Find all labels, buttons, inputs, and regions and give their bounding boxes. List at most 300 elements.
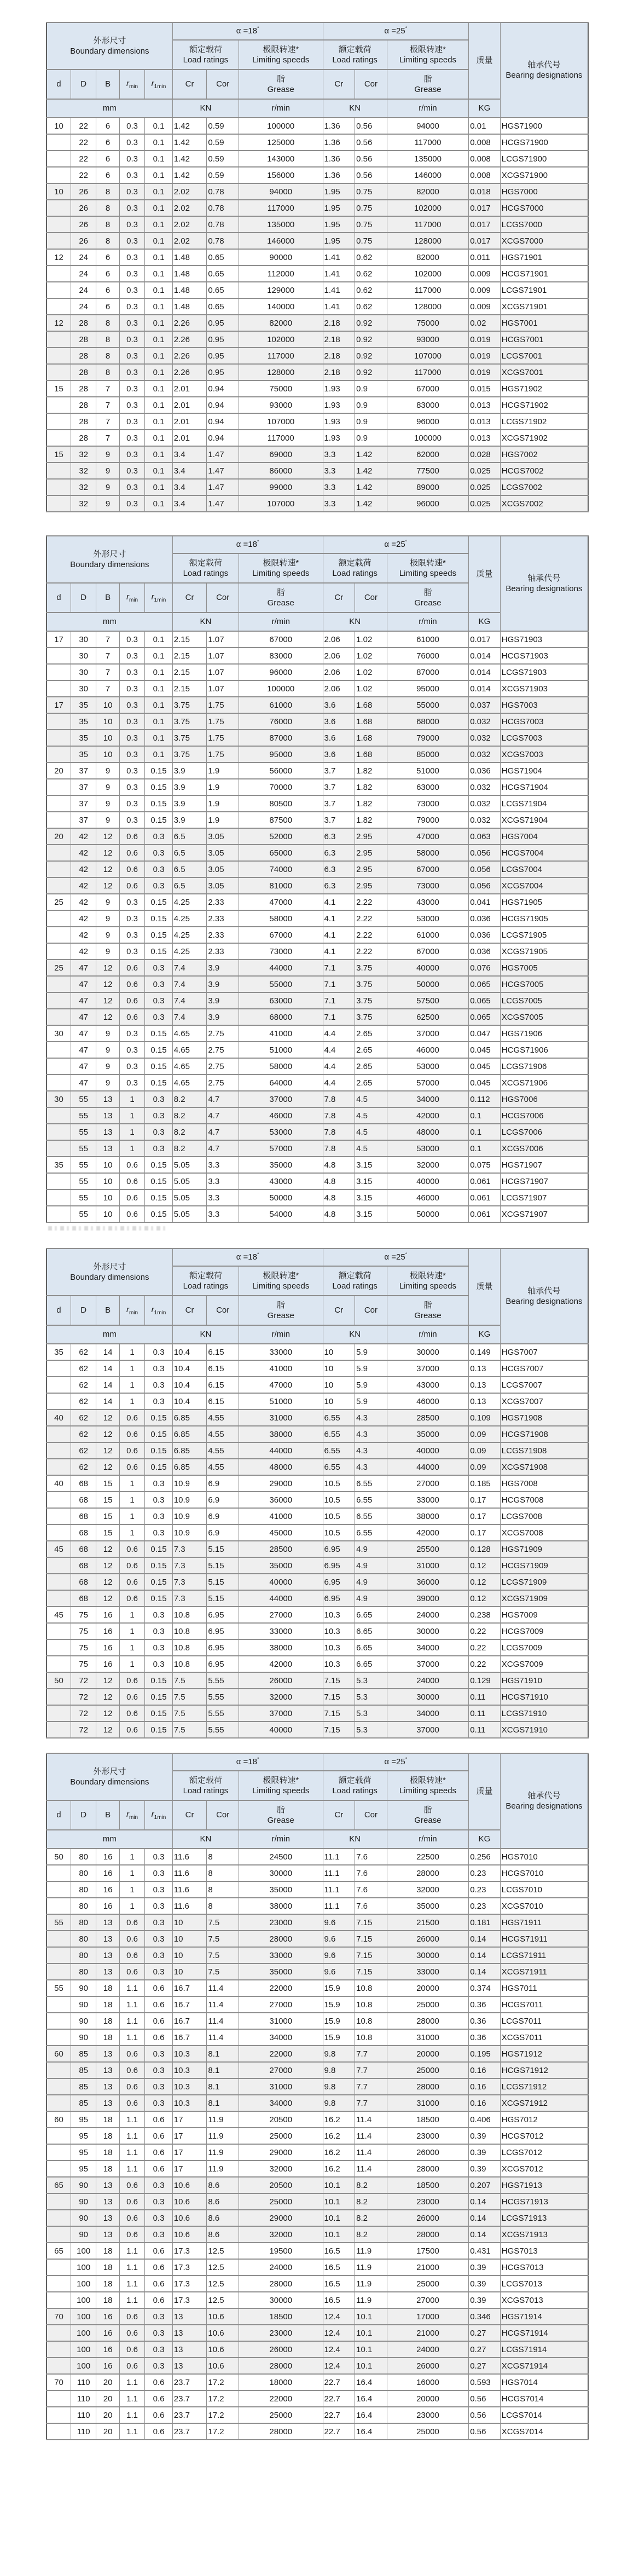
cell-mass: 0.14 [469,2210,501,2226]
cell-B: 13 [96,2193,119,2210]
bearing-designations-header [500,1249,588,1344]
cell-B: 10 [96,713,119,730]
cell-d [47,795,71,812]
cell-r1min: 0.3 [145,1091,173,1107]
cell-designation: XCGS71902 [500,430,588,446]
cell-cr-25: 10.1 [323,2210,355,2226]
cell-grease-25: 96000 [387,495,469,512]
cell-cr-25: 3.3 [323,479,355,495]
cell-cr-18: 4.65 [172,1058,207,1075]
cell-grease-25: 32000 [387,1881,469,1898]
cell-cor-18: 0.95 [207,331,239,348]
grease-en: Grease [414,1816,442,1825]
cell-designation: HGS7002 [500,446,588,463]
cell-mass: 0.13 [469,1360,501,1377]
table-row [47,894,588,910]
cell-cr-18: 7.4 [172,976,207,992]
cell-d: 10 [47,118,71,134]
cell-designation: LCGS7000 [500,216,588,233]
cell-cor-25: 11.4 [355,2111,387,2128]
cell-cr-18: 10.9 [172,1508,207,1524]
limiting-speeds-25-header [387,1771,469,1800]
cell-mass: 0.13 [469,1377,501,1393]
cell-r1min: 0.1 [145,134,173,151]
cell-d [47,495,71,512]
cell-d [47,216,71,233]
cell-D: 24 [71,298,96,315]
cell-D: 72 [71,1689,96,1705]
cell-rmin: 0.3 [119,315,144,331]
cell-B: 6 [96,151,119,167]
cell-cr-18: 2.15 [172,631,207,648]
cell-cr-25: 6.55 [323,1442,355,1459]
cell-grease-25: 20000 [387,1980,469,1996]
cell-grease-18: 30000 [239,1865,323,1881]
cell-designation: XCGS71913 [500,2226,588,2243]
cell-cr-25: 4.4 [323,1042,355,1058]
grease-en: Grease [267,1816,294,1825]
cell-d [47,2078,71,2095]
cell-grease-25: 89000 [387,479,469,495]
cell-r1min: 0.6 [145,2275,173,2292]
cell-cor-18: 2.75 [207,1042,239,1058]
cell-d: 25 [47,960,71,976]
cell-d: 30 [47,1091,71,1107]
cell-cr-18: 2.26 [172,348,207,364]
cell-r1min: 0.3 [145,1607,173,1623]
col-header-rmin [119,70,144,99]
cell-cor-25: 0.92 [355,348,387,364]
cell-grease-25: 27000 [387,1475,469,1492]
cell-rmin: 1.1 [119,2292,144,2308]
cell-cor-25: 0.92 [355,315,387,331]
col-header-D: D [71,583,96,613]
cell-rmin: 0.3 [119,380,144,397]
cell-designation: HGS71907 [500,1157,588,1173]
cell-grease-25: 128000 [387,298,469,315]
cell-d [47,1426,71,1442]
table-row [47,2210,588,2226]
cell-cor-18: 0.94 [207,380,239,397]
col-header-rmin [119,1800,144,1830]
cell-designation: XCGS7014 [500,2423,588,2440]
table-row [47,992,588,1009]
cell-grease-18: 22000 [239,2046,323,2062]
cell-grease-18: 23000 [239,1914,323,1931]
table-body [47,118,588,512]
cell-mass: 0.14 [469,1931,501,1947]
cell-rmin: 0.6 [119,976,144,992]
cell-d: 20 [47,763,71,779]
cell-rmin: 0.3 [119,430,144,446]
cell-r1min: 0.3 [145,1881,173,1898]
cell-D: 35 [71,697,96,713]
cell-r1min: 0.3 [145,1140,173,1157]
table-row [47,910,588,927]
cell-cr-25: 10.5 [323,1475,355,1492]
cell-r1min: 0.15 [145,1025,173,1042]
cell-cor-18: 10.6 [207,2341,239,2358]
cell-grease-25: 28500 [387,1410,469,1426]
col-header-cr-18: Cr [172,583,207,613]
cell-rmin: 0.3 [119,631,144,648]
cell-mass: 0.032 [469,713,501,730]
table-row [47,1042,588,1058]
cell-D: 90 [71,1996,96,2013]
cell-d: 35 [47,1157,71,1173]
cell-grease-25: 37000 [387,1722,469,1738]
cell-cor-25: 11.4 [355,2128,387,2144]
cell-cor-18: 7.5 [207,1914,239,1931]
cell-designation: XCGS7011 [500,2029,588,2046]
cell-grease-25: 17000 [387,2308,469,2325]
cell-cr-18: 11.6 [172,1849,207,1865]
cell-r1min: 0.6 [145,2259,173,2275]
cell-grease-18: 100000 [239,680,323,697]
cell-grease-18: 28500 [239,1541,323,1557]
cell-cor-25: 16.4 [355,2423,387,2440]
cell-rmin: 0.6 [119,1157,144,1173]
cell-designation: HCGS7000 [500,200,588,216]
cell-cr-25: 3.7 [323,812,355,828]
cell-cor-18: 11.9 [207,2111,239,2128]
cell-cr-18: 2.02 [172,200,207,216]
col-header-cor-18: Cor [207,70,239,99]
boundary-dimensions-en: Boundary dimensions [70,1273,149,1282]
cell-cr-18: 6.85 [172,1442,207,1459]
cell-grease-25: 47000 [387,828,469,845]
cell-grease-18: 35000 [239,1557,323,1574]
cell-r1min: 0.15 [145,1442,173,1459]
cell-cr-25: 11.1 [323,1898,355,1914]
cell-mass: 0.195 [469,2046,501,2062]
cell-grease-25: 85000 [387,746,469,763]
cell-cr-18: 1.48 [172,282,207,298]
cell-grease-18: 35000 [239,1963,323,1980]
cell-cor-18: 5.55 [207,1705,239,1722]
cell-cor-18: 8.1 [207,2095,239,2111]
cell-cor-25: 2.95 [355,861,387,877]
cell-D: 35 [71,746,96,763]
cell-cor-25: 6.65 [355,1656,387,1672]
cell-cor-25: 1.02 [355,648,387,664]
cell-grease-18: 38000 [239,1898,323,1914]
cell-grease-18: 27000 [239,1996,323,2013]
cell-cr-18: 10.9 [172,1475,207,1492]
cell-cor-18: 12.5 [207,2275,239,2292]
cell-D: 100 [71,2341,96,2358]
cell-cr-25: 10 [323,1344,355,1360]
cell-mass: 0.09 [469,1426,501,1442]
cell-D: 75 [71,1607,96,1623]
alpha-18-header [172,536,323,553]
cell-cr-25: 16.2 [323,2111,355,2128]
cell-D: 35 [71,730,96,746]
cell-rmin: 0.6 [119,2226,144,2243]
cell-grease-18: 68000 [239,1009,323,1025]
alpha-25-label: α =25 [384,1252,405,1262]
cell-rmin: 0.3 [119,446,144,463]
cell-D: 37 [71,795,96,812]
cell-grease-18: 56000 [239,763,323,779]
unit-mm: mm [47,99,172,118]
cell-mass: 0.22 [469,1656,501,1672]
cell-B: 6 [96,298,119,315]
cell-cor-25: 11.9 [355,2259,387,2275]
cell-cr-25: 15.9 [323,1980,355,1996]
cell-grease-25: 30000 [387,1689,469,1705]
cell-grease-25: 117000 [387,282,469,298]
cell-designation: HGS71911 [500,1914,588,1931]
cell-D: 47 [71,1058,96,1075]
cell-D: 32 [71,479,96,495]
cell-mass: 0.061 [469,1206,501,1222]
cell-cr-25: 2.06 [323,680,355,697]
cell-cr-25: 1.95 [323,183,355,200]
cell-r1min: 0.6 [145,2111,173,2128]
col-header-B: B [96,583,119,613]
cell-designation: HCGS7013 [500,2259,588,2275]
cell-grease-25: 42000 [387,1524,469,1541]
cell-cor-18: 7.5 [207,1963,239,1980]
cell-r1min: 0.1 [145,380,173,397]
cell-B: 18 [96,2292,119,2308]
limiting-speeds-25-header [387,553,469,583]
cell-cr-18: 2.02 [172,216,207,233]
cell-B: 20 [96,2423,119,2440]
cell-cr-25: 15.9 [323,2029,355,2046]
cell-cr-18: 10 [172,1914,207,1931]
cell-r1min: 0.1 [145,298,173,315]
cell-rmin: 0.6 [119,1574,144,1590]
cell-grease-25: 24000 [387,1607,469,1623]
cell-grease-25: 23000 [387,2128,469,2144]
grease-cn: 脂 [276,587,285,597]
cell-cor-18: 5.15 [207,1590,239,1607]
table-row [47,1849,588,1865]
cell-d [47,1459,71,1475]
cell-r1min: 0.1 [145,746,173,763]
cell-grease-18: 75000 [239,380,323,397]
cell-cor-18: 6.9 [207,1524,239,1541]
cell-mass: 0.017 [469,233,501,249]
cell-grease-18: 80500 [239,795,323,812]
cell-designation: LCGS71901 [500,282,588,298]
cell-grease-18: 35000 [239,1157,323,1173]
table-row [47,2325,588,2341]
cell-r1min: 0.15 [145,1042,173,1058]
cell-D: 47 [71,976,96,992]
cell-cr-18: 6.5 [172,877,207,894]
cell-cor-18: 6.15 [207,1344,239,1360]
cell-cr-25: 10.5 [323,1492,355,1508]
cell-cor-18: 2.75 [207,1058,239,1075]
unit-kg: KG [469,1325,501,1344]
cell-grease-25: 30000 [387,1947,469,1963]
cell-d [47,1189,71,1206]
cell-grease-25: 34000 [387,1705,469,1722]
table-row [47,495,588,512]
cell-grease-18: 32000 [239,2161,323,2177]
cell-B: 14 [96,1393,119,1410]
table-row [47,1607,588,1623]
cell-grease-25: 102000 [387,200,469,216]
cell-rmin: 0.3 [119,348,144,364]
unit-rmin-18: r/min [239,1325,323,1344]
cell-grease-25: 40000 [387,960,469,976]
cell-cr-18: 7.5 [172,1705,207,1722]
cell-mass: 0.028 [469,446,501,463]
cell-cor-18: 6.95 [207,1607,239,1623]
cell-cr-25: 4.1 [323,894,355,910]
cell-cr-25: 2.18 [323,315,355,331]
cell-designation: XCGS7005 [500,1009,588,1025]
cell-mass: 0.149 [469,1344,501,1360]
cell-B: 13 [96,2062,119,2078]
cell-cor-18: 11.4 [207,2013,239,2029]
cell-d [47,430,71,446]
cell-cr-25: 7.8 [323,1107,355,1124]
cell-cr-18: 7.5 [172,1672,207,1689]
table-row [47,2407,588,2423]
cell-grease-18: 48000 [239,1459,323,1475]
unit-rmin-18: r/min [239,1830,323,1849]
table-row [47,1980,588,1996]
cell-mass: 0.061 [469,1189,501,1206]
cell-r1min: 0.3 [145,845,173,861]
table-gap [46,1738,633,1753]
r-label: r [126,79,129,88]
cell-mass: 0.17 [469,1508,501,1524]
cell-cr-18: 3.9 [172,763,207,779]
cell-d [47,1898,71,1914]
cell-D: 95 [71,2161,96,2177]
cell-r1min: 0.6 [145,2374,173,2390]
cell-r1min: 0.15 [145,1590,173,1607]
cell-cor-18: 0.94 [207,413,239,430]
bearing-designations-cn: 轴承代号 [527,573,561,583]
cell-designation: LCGS71900 [500,151,588,167]
cell-mass: 0.11 [469,1705,501,1722]
cell-cor-25: 10.1 [355,2358,387,2374]
cell-mass: 0.39 [469,2161,501,2177]
cell-designation: XCGS7006 [500,1140,588,1157]
cell-B: 7 [96,397,119,413]
cell-cr-25: 3.3 [323,446,355,463]
cell-designation: HCGS7009 [500,1623,588,1639]
cell-grease-25: 25000 [387,2275,469,2292]
cell-designation: LCGS7008 [500,1508,588,1524]
cell-D: 72 [71,1672,96,1689]
cell-cr-25: 6.3 [323,877,355,894]
cell-grease-25: 28000 [387,2161,469,2177]
cell-cr-25: 22.7 [323,2390,355,2407]
cell-cr-18: 10.8 [172,1639,207,1656]
cell-r1min: 0.1 [145,648,173,664]
cell-designation: HGS7010 [500,1849,588,1865]
cell-cr-25: 1.41 [323,265,355,282]
cell-cr-25: 9.6 [323,1914,355,1931]
cell-cr-18: 16.7 [172,1980,207,1996]
cell-cr-18: 2.01 [172,380,207,397]
table-row [47,713,588,730]
cell-r1min: 0.3 [145,1931,173,1947]
alpha-25-header [323,1249,469,1266]
cell-r1min: 0.3 [145,1963,173,1980]
table-row [47,265,588,282]
bearing-table-2 [46,535,589,1223]
cell-designation: XCGS7012 [500,2161,588,2177]
cell-grease-18: 41000 [239,1025,323,1042]
table-row [47,479,588,495]
cell-rmin: 1 [119,1377,144,1393]
cell-cr-18: 4.25 [172,894,207,910]
cell-rmin: 1.1 [119,2161,144,2177]
cell-cor-18: 6.15 [207,1360,239,1377]
col-header-grease-25 [387,1296,469,1325]
cell-D: 37 [71,763,96,779]
cell-B: 10 [96,1157,119,1173]
cell-d [47,1508,71,1524]
cell-D: 28 [71,348,96,364]
cell-designation: LCGS71907 [500,1189,588,1206]
cell-cor-18: 10.6 [207,2308,239,2325]
cell-B: 13 [96,2226,119,2243]
cell-D: 24 [71,282,96,298]
cell-cor-18: 5.55 [207,1672,239,1689]
cell-mass: 0.013 [469,413,501,430]
cell-cor-25: 4.5 [355,1140,387,1157]
cell-cor-25: 4.5 [355,1091,387,1107]
cell-grease-18: 107000 [239,413,323,430]
cell-mass: 0.063 [469,828,501,845]
cell-designation: HCGS71907 [500,1173,588,1189]
cell-mass: 0.128 [469,1541,501,1557]
r-label: r [126,1810,129,1819]
cell-B: 13 [96,2177,119,2193]
cell-r1min: 0.3 [145,2062,173,2078]
cell-r1min: 0.6 [145,2423,173,2440]
cell-cr-18: 7.3 [172,1574,207,1590]
col-header-grease-18 [239,1296,323,1325]
cell-cor-25: 11.9 [355,2292,387,2308]
cell-cor-25: 0.9 [355,397,387,413]
cell-d [47,282,71,298]
cell-rmin: 0.6 [119,2193,144,2210]
cell-cor-18: 11.9 [207,2128,239,2144]
cell-cr-18: 10.9 [172,1492,207,1508]
cell-r1min: 0.1 [145,118,173,134]
cell-rmin: 1.1 [119,2243,144,2259]
cell-D: 55 [71,1173,96,1189]
cell-d [47,397,71,413]
cell-grease-25: 30000 [387,1344,469,1360]
cell-cr-18: 2.01 [172,413,207,430]
cell-cor-18: 4.7 [207,1124,239,1140]
cell-grease-18: 31000 [239,2013,323,2029]
cell-mass: 0.036 [469,927,501,943]
cell-rmin: 0.3 [119,364,144,380]
cell-cr-18: 5.05 [172,1157,207,1173]
cell-cor-25: 10.8 [355,2013,387,2029]
cell-grease-25: 35000 [387,1898,469,1914]
cell-rmin: 0.6 [119,1963,144,1980]
cell-D: 22 [71,151,96,167]
cell-mass: 0.27 [469,2325,501,2341]
cell-D: 28 [71,413,96,430]
cell-B: 6 [96,167,119,183]
alpha-18-label: α =18 [236,1252,257,1262]
